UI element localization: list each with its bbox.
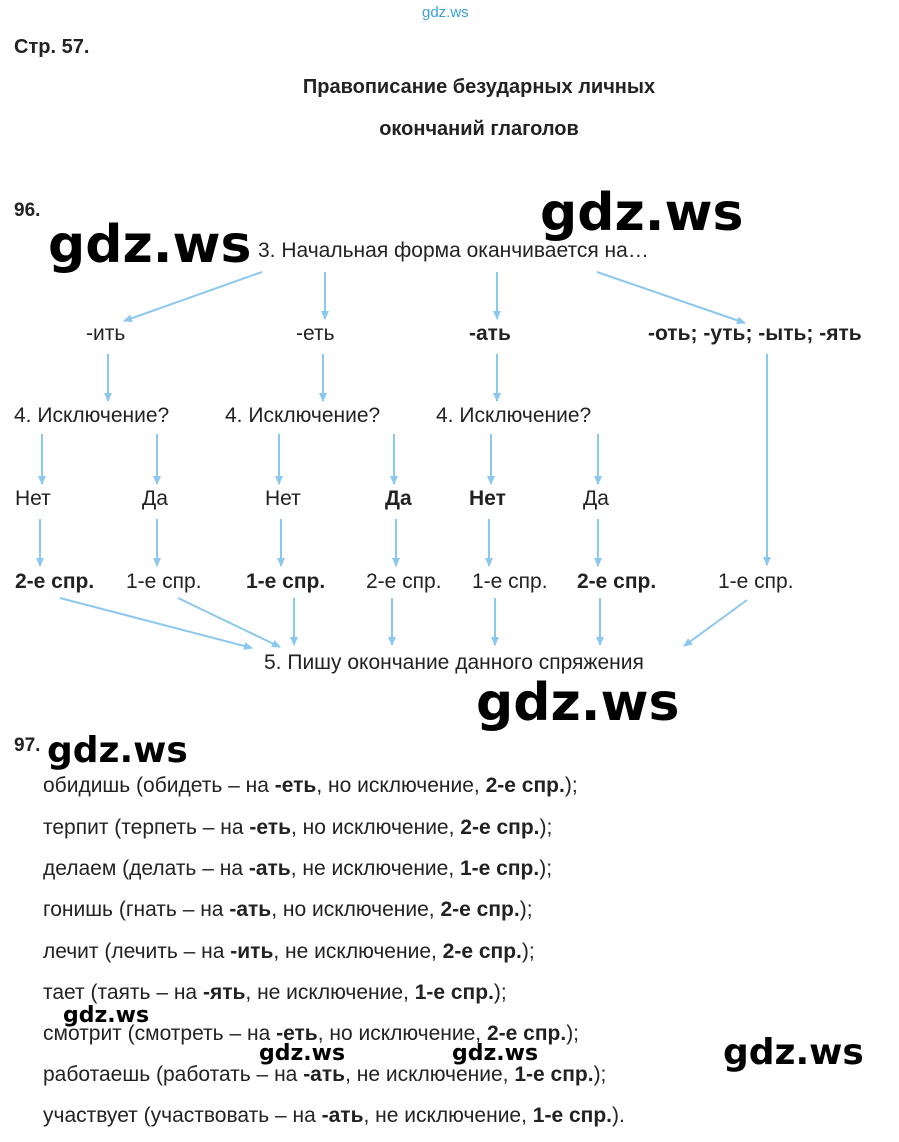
ending-it: -ить (86, 322, 126, 345)
line-exception-text: , но исключение, (316, 774, 486, 797)
watermark-small-1: gdz.ws (63, 1003, 150, 1028)
line-word: тает (таять – на (43, 981, 203, 1004)
conj-c-no: 1-е спр. (472, 570, 548, 593)
watermark-medium-2: gdz.ws (723, 1032, 864, 1073)
conj-a-no: 2-е спр. (15, 570, 95, 593)
exception-question-b: 4. Исключение? (225, 404, 381, 427)
line-punct: ); (493, 981, 507, 1004)
line-exception-text: , но исключение, (317, 1022, 487, 1045)
line-conjugation: 1-е спр. (532, 1104, 612, 1127)
line-conjugation: 2-е спр. (440, 898, 520, 921)
line-word: терпит (терпеть – на (43, 816, 250, 839)
line-ending: -ять (202, 981, 246, 1004)
answer-no-a: Нет (15, 487, 51, 510)
conj-b-yes: 2-е спр. (366, 570, 442, 593)
line-exception-text: , не исключение, (273, 940, 443, 963)
answer-yes-a: Да (142, 487, 168, 510)
line-exception-text: , не исключение, (245, 981, 415, 1004)
line-word: работаешь (работать – на (43, 1063, 304, 1086)
line-punct: ); (539, 816, 553, 839)
line-word: участвует (участвовать – на (43, 1104, 322, 1127)
line-word: делаем (делать – на (43, 857, 249, 880)
conj-c-yes: 2-е спр. (577, 570, 657, 593)
ending-at: -ать (469, 322, 511, 345)
exercise-97-line (43, 816, 552, 840)
line-punct: ); (519, 898, 533, 921)
watermark-small-2: gdz.ws (259, 1041, 346, 1066)
exercise-97-line (43, 857, 552, 881)
line-ending: -ать (229, 898, 272, 921)
watermark-big-3: gdz.ws (476, 673, 680, 733)
step-5: 5. Пишу окончание данного спряжения (264, 651, 644, 674)
line-punct: ); (566, 1022, 580, 1045)
line-conjugation: 2-е спр. (486, 1022, 567, 1045)
line-ending: -ать (248, 857, 291, 880)
title-line-1: Правописание безударных личных (302, 76, 656, 98)
line-word: лечит (лечить – на (43, 940, 231, 963)
line-ending: -ать (321, 1104, 364, 1127)
line-word: смотрит (смотреть – на (43, 1022, 277, 1045)
line-exception-text: , но исключение, (271, 898, 441, 921)
line-punct: ). (612, 1104, 625, 1127)
answer-no-c: Нет (469, 487, 506, 510)
line-ending: -еть (274, 774, 317, 797)
arrow-conj-d (684, 600, 747, 646)
line-ending: -еть (276, 1022, 318, 1045)
conj-other: 1-е спр. (718, 570, 794, 593)
watermark-medium-1: gdz.ws (47, 730, 188, 771)
line-word: обидишь (обидеть – на (43, 774, 275, 797)
exercise-97-line (43, 1104, 625, 1128)
exercise-97-line (43, 898, 533, 922)
exercise-97-line (43, 1063, 606, 1087)
conj-a-yes: 1-е спр. (126, 570, 202, 593)
line-conjugation: 1-е спр. (414, 981, 494, 1004)
answer-yes-b: Да (385, 487, 412, 510)
step-3: 3. Начальная форма оканчивается на… (258, 239, 649, 262)
line-exception-text: , не исключение, (363, 1104, 533, 1127)
answer-yes-c: Да (583, 487, 609, 510)
title-line-2: окончаний глаголов (379, 118, 579, 140)
line-exception-text: , не исключение, (345, 1063, 515, 1086)
watermark-top: gdz.ws (422, 4, 469, 21)
conj-b-no: 1-е спр. (246, 570, 326, 593)
line-conjugation: 2-е спр. (442, 940, 522, 963)
line-exception-text: , но исключение, (291, 816, 461, 839)
line-punct: ); (539, 857, 553, 880)
exercise-97-number: 97. (14, 735, 41, 756)
line-ending: -еть (249, 816, 291, 839)
answer-no-b: Нет (265, 487, 301, 510)
line-conjugation: 2-е спр. (485, 774, 565, 797)
line-punct: ); (521, 940, 535, 963)
line-word: гонишь (гнать – на (43, 898, 230, 921)
page-label: Стр. 57. (14, 36, 90, 58)
watermark-big-2: gdz.ws (48, 215, 252, 275)
line-conjugation: 2-е спр. (460, 816, 540, 839)
watermark-small-3: gdz.ws (452, 1041, 539, 1066)
ending-other: -оть; -уть; -ыть; -ять (648, 322, 862, 345)
line-conjugation: 1-е спр. (514, 1063, 594, 1086)
arrow-conj-a2 (178, 598, 280, 647)
ending-et: -еть (296, 322, 335, 345)
line-conjugation: 1-е спр. (460, 857, 540, 880)
line-punct: ); (593, 1063, 607, 1086)
line-exception-text: , не исключение, (290, 857, 460, 880)
arrow-conj-a1 (60, 598, 252, 648)
arrow-to-other (597, 272, 745, 323)
exception-question-c: 4. Исключение? (436, 404, 592, 427)
arrow-to-it (124, 272, 262, 321)
line-ending: -ать (303, 1063, 346, 1086)
line-punct: ); (564, 774, 578, 797)
exercise-96-number: 96. (14, 200, 41, 221)
exercise-97-line (43, 981, 507, 1005)
exercise-97-line (43, 774, 578, 798)
watermark-big-1: gdz.ws (540, 183, 744, 243)
line-ending: -ить (230, 940, 274, 963)
exception-question-a: 4. Исключение? (14, 404, 170, 427)
exercise-97-line (43, 940, 535, 964)
